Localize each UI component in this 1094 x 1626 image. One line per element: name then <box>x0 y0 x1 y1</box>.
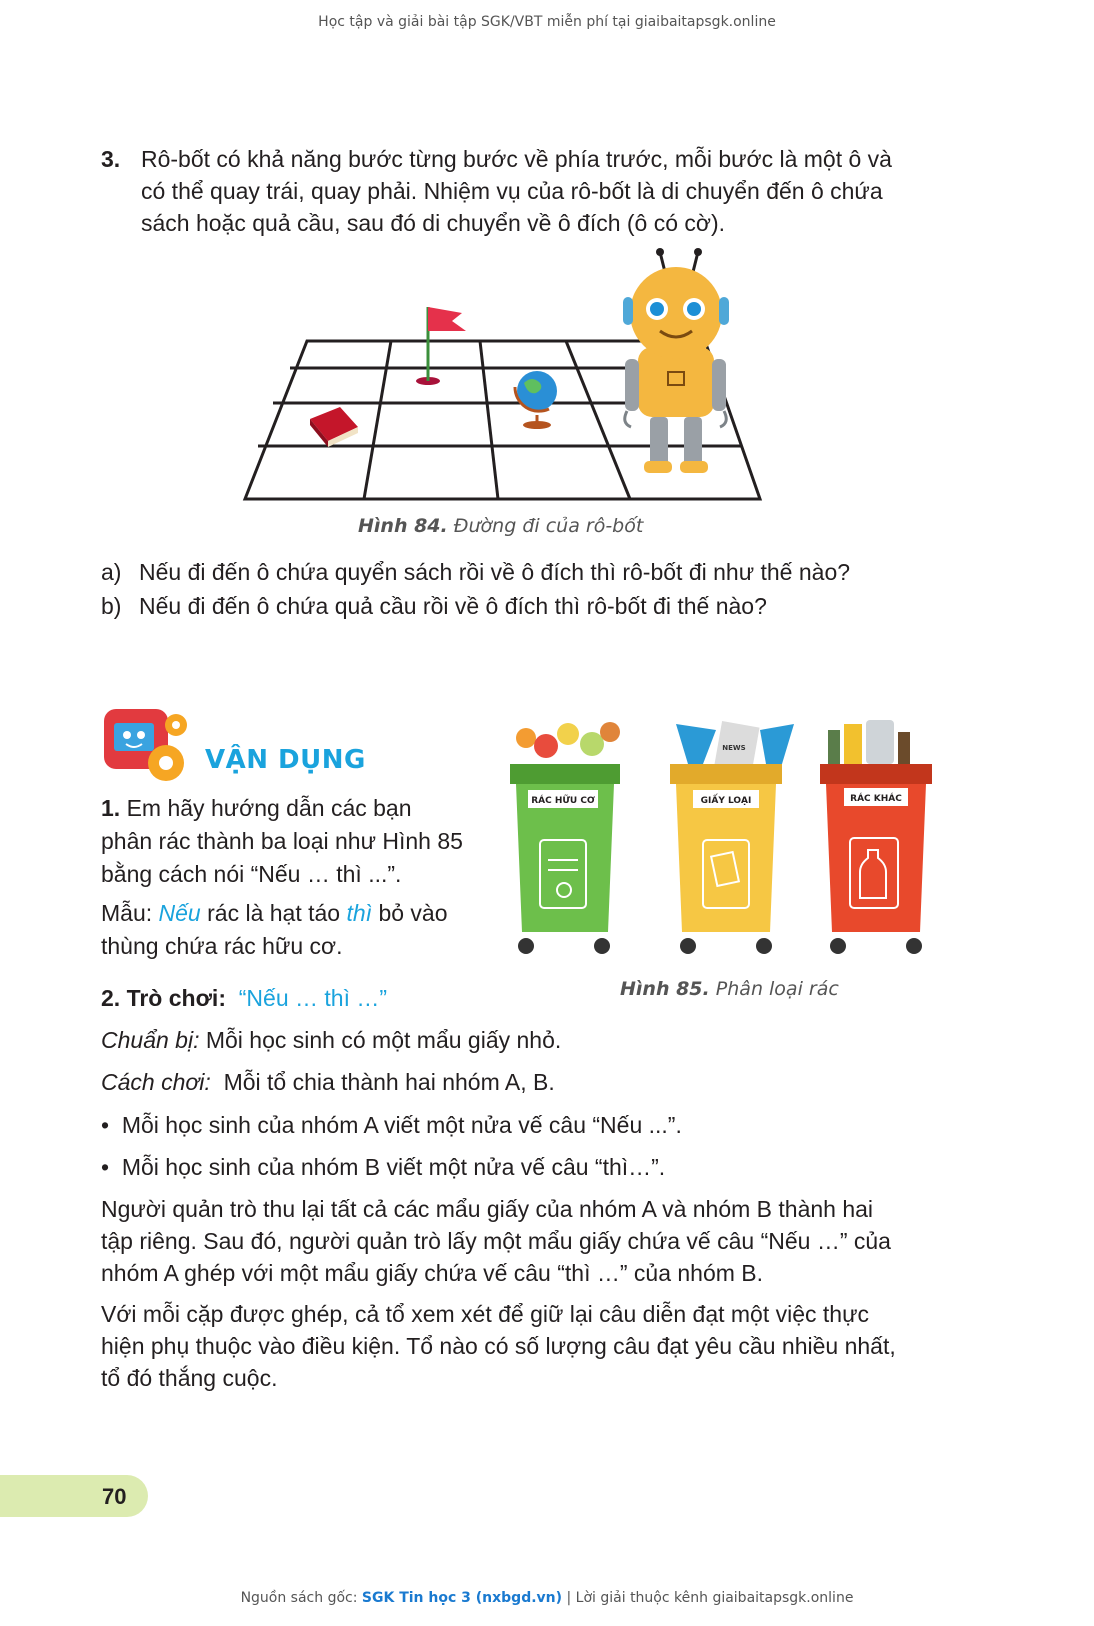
flag-icon <box>416 307 466 385</box>
exercise-3 <box>101 143 1001 239</box>
figure-label: Hình 85. <box>620 978 710 1000</box>
bin-label: GIẤY LOẠI <box>700 796 752 806</box>
bullet-item: • Mỗi học sinh của nhóm A viết một nửa vế câu “Nếu ...”. <box>101 1112 682 1138</box>
globe-icon <box>515 371 557 429</box>
example <box>101 897 448 963</box>
task-text: Em hãy hướng dẫn các bạn <box>126 795 412 821</box>
book-icon <box>310 407 358 447</box>
paragraph-line: tổ đó thắng cuộc. <box>101 1365 278 1391</box>
figure-caption-text: Phân loại rác <box>715 978 839 1000</box>
example-line: thùng chứa rác hữu cơ. <box>101 933 343 959</box>
exercise-line: có thể quay trái, quay phải. Nhiệm vụ của rô-bốt là di chuyển đến ô chứa <box>141 178 883 204</box>
keyword-neu: Nếu <box>158 900 201 926</box>
paragraph-2 <box>101 1298 896 1394</box>
paragraph-line: Người quản trò thu lại tất cả các mẩu giấy của nhóm A và nhóm B thành hai <box>101 1196 874 1222</box>
keyword-thi: thì <box>346 900 373 926</box>
task-2-title <box>101 982 387 1015</box>
footer-prefix: Nguồn sách gốc: <box>240 1590 358 1606</box>
task-line: bằng cách nói “Nếu … thì ...”. <box>101 861 402 887</box>
paragraph-line: tập riêng. Sau đó, người quản trò lấy một mẩu giấy chứa vế câu “Nếu …” của <box>101 1228 891 1254</box>
preparation-label: Chuẩn bị: <box>101 1027 200 1053</box>
paper-bin <box>670 721 794 954</box>
question-label: b) <box>101 593 122 619</box>
paragraph-line: hiện phụ thuộc vào điều kiện. Tổ nào có số lượng câu đạt yêu cầu nhiều nhất, <box>101 1333 896 1359</box>
example-text: rác là hạt táo <box>207 900 341 926</box>
how-to-play-label: Cách chơi: <box>101 1069 211 1095</box>
footer-suffix: Lời giải thuộc kênh giaibaitapsgk.online <box>575 1590 854 1606</box>
paragraph-line: nhóm A ghép với một mẩu giấy chứa vế câu “thì …” của nhóm B. <box>101 1260 764 1286</box>
paragraph-line: Với mỗi cặp được ghép, cả tổ xem xét để giữ lại câu diễn đạt một việc thực <box>101 1301 869 1327</box>
bin-label: RÁC HỮU CƠ <box>531 796 595 806</box>
paragraph-1 <box>101 1193 891 1289</box>
task-1 <box>101 792 463 891</box>
organic-bin <box>510 722 620 954</box>
van-dung-icon <box>104 707 190 789</box>
preparation <box>101 1024 561 1057</box>
question-a <box>101 556 1001 588</box>
question-text: Nếu đi đến ô chứa quyển sách rồi về ô đích thì rô-bốt đi như thế nào? <box>139 559 851 585</box>
robot-grid-illustration <box>240 247 800 527</box>
preparation-text: Mỗi học sinh có một mẩu giấy nhỏ. <box>205 1027 562 1053</box>
header-note: Học tập và giải bài tập SGK/VBT miễn phí tại giaibaitapsgk.online <box>318 14 776 30</box>
task-line <box>101 792 463 825</box>
bullet-item: • Mỗi học sinh của nhóm B viết một nửa vế câu “thì…”. <box>101 1154 666 1180</box>
exercise-line: sách hoặc quả cầu, sau đó di chuyển về ô đích (ô có cờ). <box>141 210 726 236</box>
footer-separator: | <box>566 1590 572 1606</box>
how-to-play-text: Mỗi tổ chia thành hai nhóm A, B. <box>223 1069 555 1095</box>
question-b <box>101 590 1001 622</box>
task-line: phân rác thành ba loại như Hình 85 <box>101 828 463 854</box>
footer <box>0 1590 1094 1606</box>
bin-label: RÁC KHÁC <box>850 794 902 804</box>
question-text: Nếu đi đến ô chứa quả cầu rồi về ô đích thì rô-bốt đi thế nào? <box>139 593 767 619</box>
exercise-number: 3. <box>101 146 121 172</box>
newspaper-label: NEWS <box>722 744 746 752</box>
section-title: VẬN DỤNG <box>205 745 366 775</box>
bullet-text: Mỗi học sinh của nhóm A viết một nửa vế câu “Nếu ...”. <box>121 1112 682 1138</box>
how-to-play <box>101 1066 555 1099</box>
example-line <box>101 897 448 930</box>
other-bin <box>820 720 932 954</box>
figure-label: Hình 84. <box>358 515 448 537</box>
example-text: bỏ vào <box>378 900 448 926</box>
bullet-text: Mỗi học sinh của nhóm B viết một nửa vế câu “thì…”. <box>121 1154 666 1180</box>
game-name: “Nếu … thì …” <box>238 985 388 1011</box>
figure-84-caption <box>358 515 643 537</box>
figure-caption-text: Đường đi của rô-bốt <box>453 515 644 537</box>
robot-icon <box>623 248 729 473</box>
example-label: Mẫu: <box>101 900 153 926</box>
page-number: 70 <box>102 1484 127 1509</box>
question-label: a) <box>101 559 122 585</box>
waste-bins-illustration <box>498 720 988 992</box>
task-number: 1. <box>101 795 121 821</box>
task-title: 2. Trò chơi: <box>101 985 226 1011</box>
footer-source-link[interactable]: SGK Tin học 3 (nxbgd.vn) <box>361 1590 563 1606</box>
figure-85-caption <box>620 978 839 1000</box>
exercise-line: Rô-bốt có khả năng bước từng bước về phía trước, mỗi bước là một ô và <box>141 146 892 172</box>
